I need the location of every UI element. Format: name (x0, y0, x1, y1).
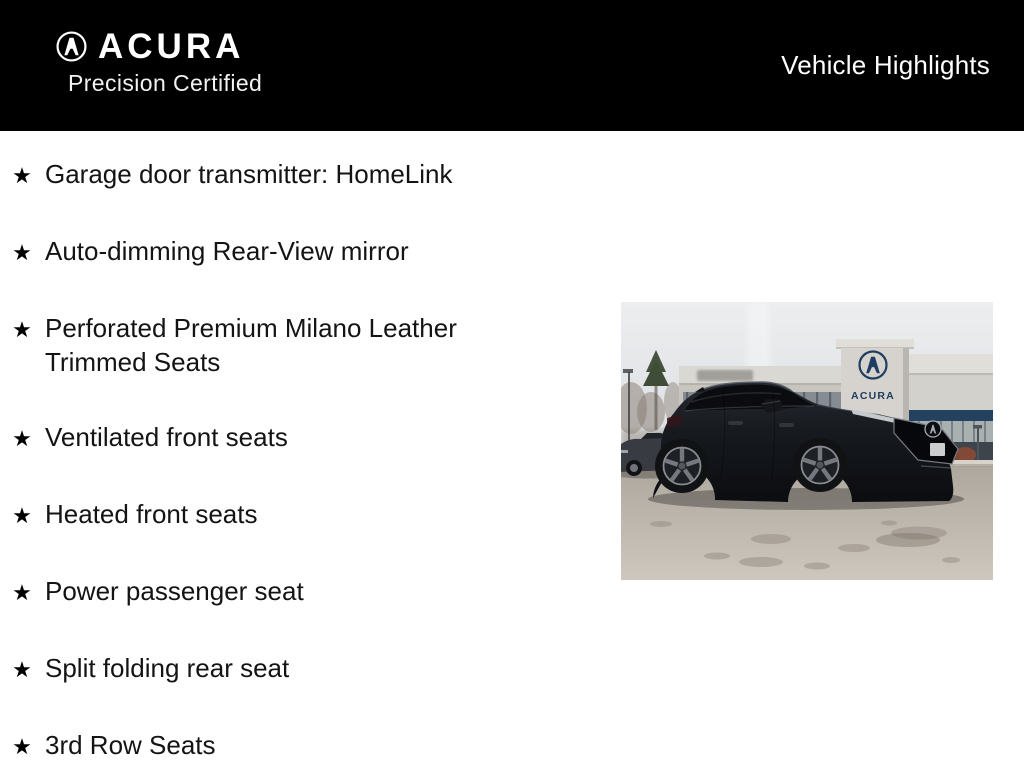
star-icon: ★ (12, 580, 32, 605)
star-icon: ★ (12, 240, 32, 265)
star-icon: ★ (12, 734, 32, 759)
star-icon: ★ (12, 503, 32, 528)
list-item (10, 234, 1024, 270)
brand-name: ACURA (98, 26, 245, 66)
suv-wheel-rear (655, 439, 709, 493)
door-handle (779, 423, 794, 427)
pylon-sign-text: ACURA (851, 390, 895, 402)
building-sign-blur (697, 370, 753, 381)
star-icon: ★ (12, 657, 32, 682)
star-icon: ★ (12, 163, 32, 188)
brand-tagline: Precision Certified (68, 69, 263, 96)
content (0, 131, 1024, 764)
header (0, 0, 1024, 131)
feature-text: Garage door transmitter: HomeLink (45, 159, 453, 189)
feature-text: Perforated Premium Milano Leather Trimmed Seats (45, 313, 457, 377)
list-item (10, 157, 1024, 193)
feature-text: 3rd Row Seats (45, 730, 216, 760)
door-handle (728, 421, 743, 425)
brand-block (55, 26, 263, 97)
page-title: Vehicle Highlights (781, 50, 990, 80)
vehicle-photo (621, 302, 993, 580)
suv-wheel-front (793, 438, 847, 492)
list-item (10, 651, 1024, 687)
feature-text: Power passenger seat (45, 576, 304, 606)
feature-text: Auto-dimming Rear-View mirror (45, 236, 409, 266)
acura-logo-icon (55, 30, 88, 63)
feature-text: Ventilated front seats (45, 422, 288, 452)
feature-text: Split folding rear seat (45, 653, 290, 683)
star-icon: ★ (12, 317, 32, 342)
list-item (10, 728, 1024, 764)
building-blue-band (907, 410, 993, 421)
front-plate-sticker (930, 443, 945, 456)
vehicle-photo-scene (621, 302, 993, 580)
star-icon: ★ (12, 426, 32, 451)
feature-text: Heated front seats (45, 499, 258, 529)
